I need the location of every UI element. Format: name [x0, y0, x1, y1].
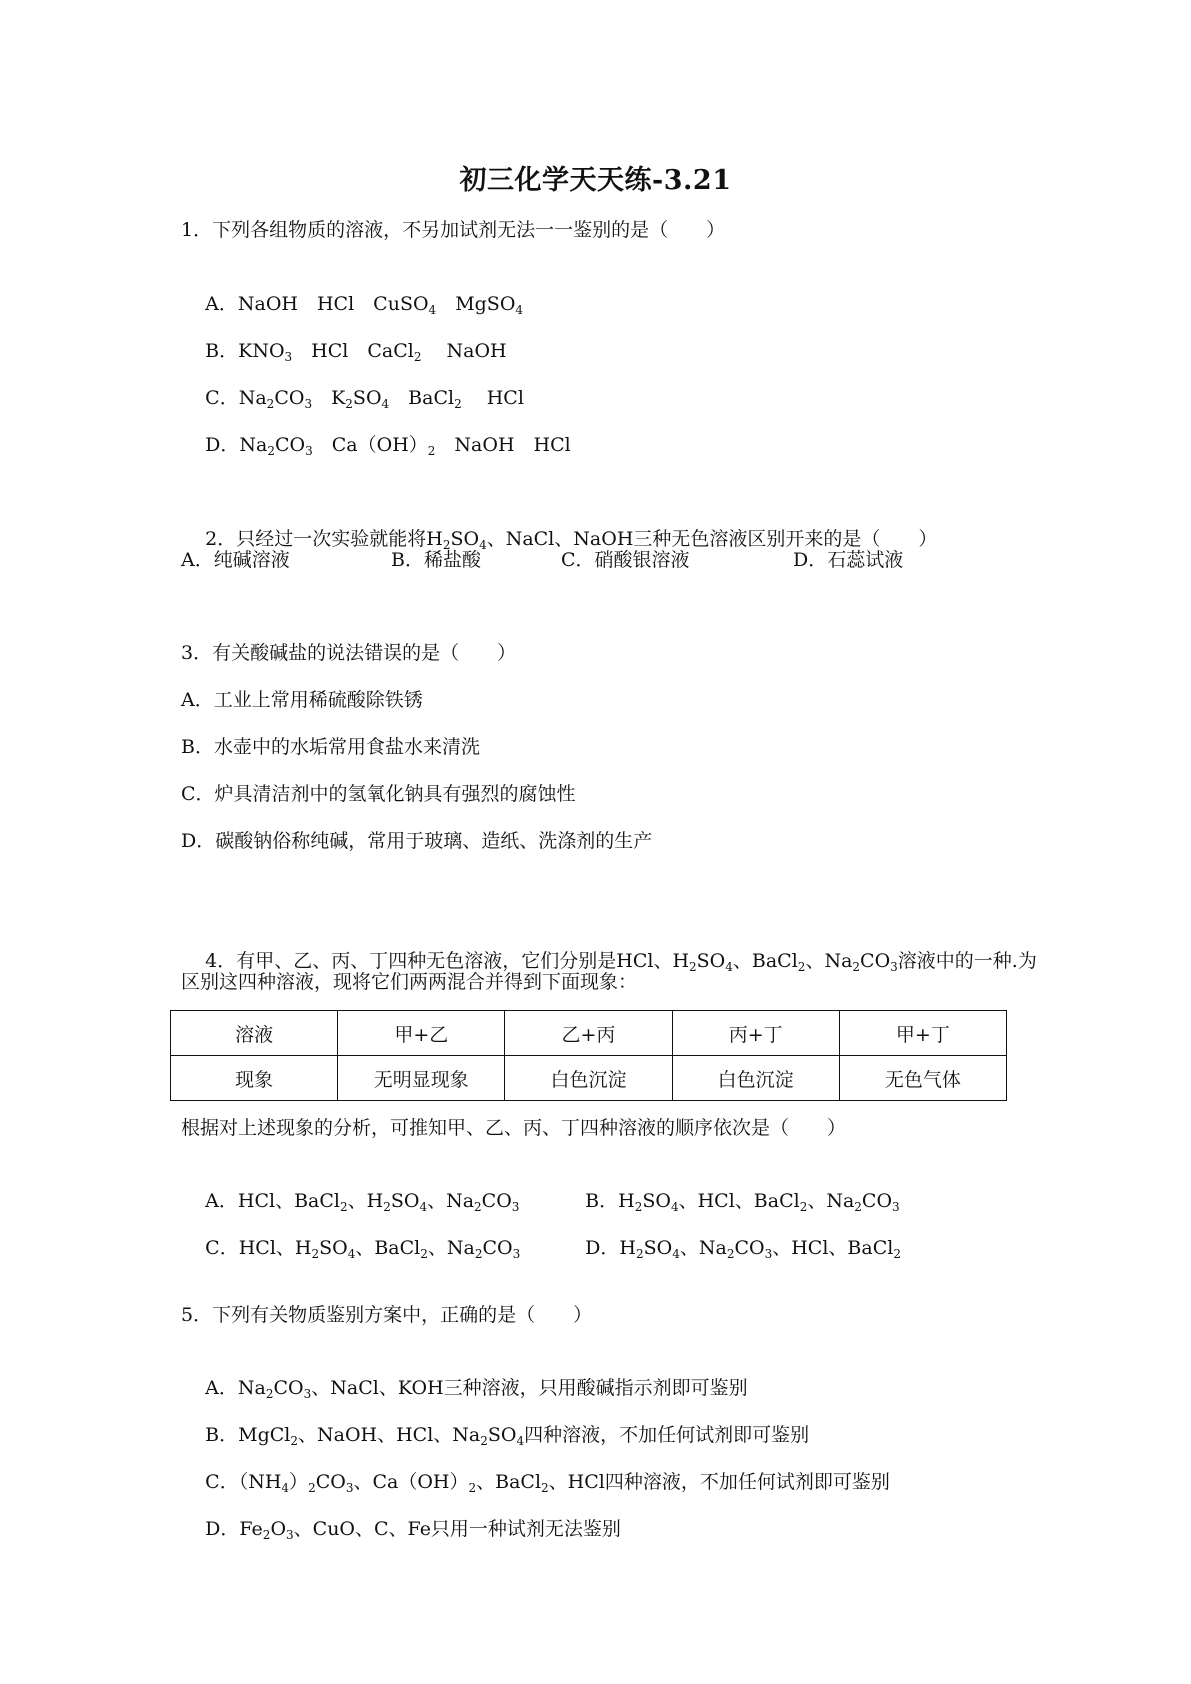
q4-option-d: D．$H_2SO_4$、$Na_2CO_3$、HCl、BaCl$_2$: [585, 1237, 901, 1261]
table-cell: 现象: [171, 1056, 338, 1101]
table-row: [171, 1056, 1007, 1101]
q5-option-b: B．MgCl$_2$、NaOH、HCl、$Na_2SO_4$四种溶液，不加任何试剂即可鉴别: [205, 1424, 810, 1448]
q1-option-a: A．NaOH HCl CuSO$_4$ MgSO$_4$: [205, 293, 524, 317]
table-cell: 白色沉淀: [672, 1056, 839, 1101]
q2-option-d: D．石蕊试液: [793, 549, 904, 571]
q2-option-a: A．纯碱溶液: [181, 549, 290, 571]
q5-option-c: C．$(NH_4)_2CO_3$、$Ca(OH)_2$、BaCl$_2$、HCl四种溶液，不加任何试剂即可鉴别: [205, 1471, 890, 1495]
q3-option-b: B．水壶中的水垢常用食盐水来清洗: [181, 736, 480, 758]
page-title: 初三化学天天练-3.21: [459, 165, 732, 196]
table-cell: 甲+丁: [839, 1011, 1006, 1056]
q4-ask: 根据对上述现象的分析，可推知甲、乙、丙、丁四种溶液的顺序依次是（ ）: [181, 1117, 847, 1139]
q2-option-b: B．稀盐酸: [391, 549, 481, 571]
q3-option-c: C．炉具清洁剂中的氢氧化钠具有强烈的腐蚀性: [181, 783, 576, 805]
q2-option-c: C．硝酸银溶液: [561, 549, 690, 571]
q1-option-d: D．$Na_2CO_3$ $Ca(OH)_2$ NaOH HCl: [205, 434, 571, 458]
q1-option-b: B．$KNO_3$ HCl CaCl$_2$ NaOH: [205, 340, 507, 364]
q4-stem-line1: 4．有甲、乙、丙、丁四种无色溶液，它们分别是HCl、$H_2SO_4$、BaCl$_2$、$Na_2CO_3$溶液中的一种.为: [205, 950, 1037, 974]
q4-option-b: B．$H_2SO_4$、HCl、BaCl$_2$、$Na_2CO_3$: [585, 1190, 900, 1214]
q4-option-c: C．HCl、$H_2SO_4$、BaCl$_2$、$Na_2CO_3$: [205, 1237, 521, 1261]
table-cell: 乙+丙: [505, 1011, 672, 1056]
table-cell: 无色气体: [839, 1056, 1006, 1101]
q3-option-a: A．工业上常用稀硫酸除铁锈: [181, 689, 423, 711]
table-cell: 白色沉淀: [505, 1056, 672, 1101]
q1-option-c: C．$Na_2CO_3$ $K_2SO_4$ BaCl$_2$ HCl: [205, 387, 524, 411]
q1-stem: 1．下列各组物质的溶液，不另加试剂无法一一鉴别的是（ ）: [181, 219, 726, 241]
q3-stem: 3．有关酸碱盐的说法错误的是（ ）: [181, 642, 517, 664]
table-cell: 溶液: [171, 1011, 338, 1056]
q5-option-d: D．$Fe_2O_3$、CuO、C、Fe只用一种试剂无法鉴别: [205, 1518, 621, 1542]
observation-table: [170, 1010, 1007, 1101]
q4-stem-line2: 区别这四种溶液，现将它们两两混合并得到下面现象：: [181, 971, 638, 993]
q4-option-a: A．HCl、BaCl$_2$、$H_2SO_4$、$Na_2CO_3$: [205, 1190, 520, 1214]
table-cell: 甲+乙: [338, 1011, 505, 1056]
q5-option-a: A．$Na_2CO_3$、NaCl、KOH三种溶液，只用酸碱指示剂即可鉴别: [205, 1377, 748, 1401]
table-cell: 无明显现象: [338, 1056, 505, 1101]
q5-stem: 5．下列有关物质鉴别方案中，正确的是（ ）: [181, 1304, 593, 1326]
table-cell: 丙+丁: [672, 1011, 839, 1056]
table-header-row: [171, 1011, 1007, 1056]
q3-option-d: D．碳酸钠俗称纯碱，常用于玻璃、造纸、洗涤剂的生产: [181, 830, 653, 852]
q2-stem: 2．只经过一次实验就能将$H_2SO_4$、NaCl、NaOH三种无色溶液区别开来的是（ ）: [205, 528, 938, 552]
